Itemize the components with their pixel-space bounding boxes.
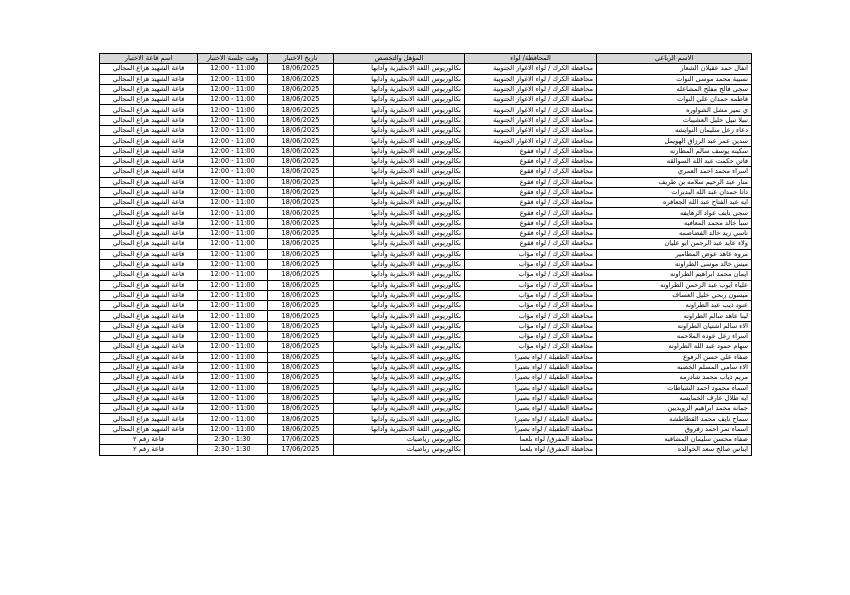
cell-exam-date: 18/06/2025	[268, 105, 334, 115]
cell-qualification: بكالوريوس اللغة الانجليزية وآدابها	[334, 352, 465, 362]
cell-full-name: عنود ذيب عبد الطراونه	[597, 301, 752, 311]
cell-qualification: بكالوريوس اللغة الانجليزية وآدابها	[334, 332, 465, 342]
table-row	[100, 64, 752, 74]
cell-exam-hall: قاعة الشهيد هزاع المجالي	[100, 383, 198, 393]
cell-exam-date: 18/06/2025	[268, 156, 334, 166]
cell-qualification: بكالوريوس اللغة الانجليزية وآدابها	[334, 115, 465, 125]
table-row	[100, 383, 752, 393]
cell-session-time: 11:00 - 12:00	[198, 105, 268, 115]
cell-exam-hall: قاعة الشهيد هزاع المجالي	[100, 167, 198, 177]
cell-exam-date: 18/06/2025	[268, 84, 334, 94]
cell-qualification: بكالوريوس اللغة الانجليزية وآدابها	[334, 239, 465, 249]
cell-exam-date: 18/06/2025	[268, 198, 334, 208]
cell-exam-hall: قاعة الشهيد هزاع المجالي	[100, 404, 198, 414]
cell-session-time: 11:00 - 12:00	[198, 115, 268, 125]
cell-exam-date: 18/06/2025	[268, 259, 334, 269]
header-exam-hall: اسم قاعة الاختبار	[100, 54, 198, 64]
cell-session-time: 1:30 - 2:30	[198, 434, 268, 444]
table-row	[100, 373, 752, 383]
table-row	[100, 229, 752, 239]
cell-qualification: بكالوريوس اللغة الانجليزية وآدابها	[334, 362, 465, 372]
cell-governorate: محافظة الطفيلة / لواء بصيرا	[465, 373, 597, 383]
cell-exam-date: 18/06/2025	[268, 270, 334, 280]
cell-exam-date: 18/06/2025	[268, 321, 334, 331]
cell-exam-date: 18/06/2025	[268, 74, 334, 84]
table-row	[100, 95, 752, 105]
cell-full-name: دعاء زعل سليمان النوايشه	[597, 126, 752, 136]
cell-governorate: محافظة الكرك / لواء مؤاب	[465, 290, 597, 300]
cell-exam-hall: قاعة الشهيد هزاع المجالي	[100, 332, 198, 342]
cell-qualification: بكالوريوس اللغة الانجليزية وآدابها	[334, 342, 465, 352]
table-row	[100, 424, 752, 434]
table-row	[100, 146, 752, 156]
cell-full-name: ايه طلال عارف الخمايسه	[597, 393, 752, 403]
cell-exam-date: 18/06/2025	[268, 136, 334, 146]
cell-governorate: محافظة الكرك / لواء مؤاب	[465, 311, 597, 321]
cell-exam-date: 18/06/2025	[268, 64, 334, 74]
cell-full-name: جمانه محمد ابراهيم الزويديين	[597, 404, 752, 414]
cell-session-time: 11:00 - 12:00	[198, 414, 268, 424]
cell-qualification: بكالوريوس اللغة الانجليزية وآدابها	[334, 105, 465, 115]
cell-governorate: محافظة الكرك / لواء مؤاب	[465, 249, 597, 259]
table-row	[100, 74, 752, 84]
cell-session-time: 11:00 - 12:00	[198, 270, 268, 280]
cell-governorate: محافظة الكرك / لواء فقوع	[465, 198, 597, 208]
cell-full-name: الاء سامي المسلم الخصبه	[597, 362, 752, 372]
cell-exam-date: 18/06/2025	[268, 393, 334, 403]
cell-full-name: منار عبد الرحيم سلامه بن طريف	[597, 177, 752, 187]
cell-exam-hall: قاعة الشهيد هزاع المجالي	[100, 208, 198, 218]
cell-exam-date: 18/06/2025	[268, 424, 334, 434]
table-row	[100, 332, 752, 342]
cell-qualification: بكالوريوس اللغة الانجليزية وآدابها	[334, 414, 465, 424]
cell-session-time: 11:00 - 12:00	[198, 342, 268, 352]
cell-exam-date: 18/06/2025	[268, 187, 334, 197]
table-row	[100, 208, 752, 218]
cell-governorate: محافظة الكرك / لواء فقوع	[465, 239, 597, 249]
cell-exam-date: 18/06/2025	[268, 146, 334, 156]
cell-exam-date: 17/06/2025	[268, 434, 334, 444]
table-row	[100, 126, 752, 136]
cell-qualification: بكالوريوس اللغة الانجليزية وآدابها	[334, 208, 465, 218]
cell-exam-hall: قاعة الشهيد هزاع المجالي	[100, 229, 198, 239]
cell-governorate: محافظة الكرك / لواء الاغوار الجنوبية	[465, 105, 597, 115]
cell-session-time: 11:00 - 12:00	[198, 393, 268, 403]
cell-governorate: محافظة الكرك / لواء مؤاب	[465, 332, 597, 342]
cell-governorate: محافظة الطفيلة / لواء بصيرا	[465, 383, 597, 393]
cell-exam-date: 18/06/2025	[268, 362, 334, 372]
cell-exam-hall: قاعة الشهيد هزاع المجالي	[100, 218, 198, 228]
cell-governorate: محافظة المفرق/ لواء بلعما	[465, 434, 597, 444]
cell-session-time: 11:00 - 12:00	[198, 167, 268, 177]
cell-full-name: سهام حمود عبد الله الطراونه	[597, 342, 752, 352]
cell-exam-hall: قاعة الشهيد هزاع المجالي	[100, 280, 198, 290]
cell-exam-date: 18/06/2025	[268, 167, 334, 177]
cell-governorate: محافظة الكرك / لواء الاغوار الجنوبية	[465, 64, 597, 74]
cell-governorate: محافظة الكرك / لواء فقوع	[465, 167, 597, 177]
cell-qualification: بكالوريوس اللغة الانجليزية وآدابها	[334, 373, 465, 383]
cell-exam-hall: قاعة الشهيد هزاع المجالي	[100, 177, 198, 187]
cell-qualification: بكالوريوس اللغة الانجليزية وآدابها	[334, 136, 465, 146]
cell-exam-hall: قاعة الشهيد هزاع المجالي	[100, 342, 198, 352]
cell-exam-hall: قاعة الشهيد هزاع المجالي	[100, 249, 198, 259]
cell-full-name: ايمان محمد ابراهيم الطراونه	[597, 270, 752, 280]
cell-session-time: 11:00 - 12:00	[198, 311, 268, 321]
cell-qualification: بكالوريوس اللغة الانجليزية وآدابها	[334, 187, 465, 197]
cell-full-name: ميس خالد موسى الطراونه	[597, 259, 752, 269]
cell-qualification: بكالوريوس اللغة الانجليزية وآدابها	[334, 167, 465, 177]
table-row	[100, 187, 752, 197]
cell-exam-hall: قاعة الشهيد هزاع المجالي	[100, 105, 198, 115]
cell-session-time: 11:00 - 12:00	[198, 301, 268, 311]
cell-exam-date: 18/06/2025	[268, 218, 334, 228]
cell-full-name: فاتن حكمت عبد الله السوالقه	[597, 156, 752, 166]
cell-exam-hall: قاعة الشهيد هزاع المجالي	[100, 352, 198, 362]
header-exam-date: تاريخ الاختبار	[268, 54, 334, 64]
header-governorate: المحافظة/ لواء	[465, 54, 597, 64]
cell-exam-date: 18/06/2025	[268, 301, 334, 311]
cell-qualification: بكالوريوس اللغة الانجليزية وآدابها	[334, 270, 465, 280]
table-row	[100, 342, 752, 352]
cell-governorate: محافظة الكرك / لواء مؤاب	[465, 342, 597, 352]
cell-qualification: بكالوريوس اللغة الانجليزية وآدابها	[334, 229, 465, 239]
cell-exam-hall: قاعة الشهيد هزاع المجالي	[100, 311, 198, 321]
cell-full-name: اسراء محمد احمد العمري	[597, 167, 752, 177]
cell-full-name: سدين عمر عبد الرزاق الهويمل	[597, 136, 752, 146]
cell-governorate: محافظة الطفيلة / لواء بصيرا	[465, 393, 597, 403]
cell-governorate: محافظة الكرك / لواء مؤاب	[465, 259, 597, 269]
cell-governorate: محافظة الكرك / لواء الاغوار الجنوبية	[465, 136, 597, 146]
cell-exam-date: 17/06/2025	[268, 445, 334, 455]
cell-session-time: 11:00 - 12:00	[198, 187, 268, 197]
cell-governorate: محافظة الكرك / لواء مؤاب	[465, 301, 597, 311]
cell-qualification: بكالوريوس رياضيات	[334, 445, 465, 455]
header-full-name: الاسم الرباعي	[597, 54, 752, 64]
table-body	[100, 64, 752, 455]
table-row	[100, 115, 752, 125]
cell-governorate: محافظة الكرك / لواء الاغوار الجنوبية	[465, 126, 597, 136]
cell-exam-hall: قاعة الشهيد هزاع المجالي	[100, 321, 198, 331]
table-row	[100, 84, 752, 94]
header-session-time: وقت جلسة الاختبار	[198, 54, 268, 64]
cell-full-name: الاء سالم اشتيان الطراونه	[597, 321, 752, 331]
cell-full-name: ي نمير مشل الشواوره	[597, 105, 752, 115]
cell-full-name: ولاء عايد عبد الرحمن ابو عليان	[597, 239, 752, 249]
table-row	[100, 280, 752, 290]
cell-exam-hall: قاعة رقم ٢	[100, 434, 198, 444]
cell-session-time: 11:00 - 12:00	[198, 362, 268, 372]
cell-governorate: محافظة الكرك / لواء الاغوار الجنوبية	[465, 115, 597, 125]
table-row	[100, 218, 752, 228]
cell-exam-hall: قاعة الشهيد هزاع المجالي	[100, 270, 198, 280]
cell-qualification: بكالوريوس اللغة الانجليزية وآدابها	[334, 424, 465, 434]
cell-full-name: اسراء زعل عوده الملاحمه	[597, 332, 752, 342]
exam-schedule-table	[99, 53, 752, 456]
table-row	[100, 177, 752, 187]
table-row	[100, 445, 752, 455]
cell-exam-date: 18/06/2025	[268, 311, 334, 321]
cell-session-time: 11:00 - 12:00	[198, 424, 268, 434]
cell-session-time: 11:00 - 12:00	[198, 208, 268, 218]
cell-full-name: مروه عاهد عوض المطامير	[597, 249, 752, 259]
cell-session-time: 11:00 - 12:00	[198, 404, 268, 414]
cell-full-name: سماح نايف محمد القطاطشه	[597, 414, 752, 424]
cell-session-time: 11:00 - 12:00	[198, 383, 268, 393]
cell-full-name: سجى فالح مفلح المشاعله	[597, 84, 752, 94]
cell-qualification: بكالوريوس اللغة الانجليزية وآدابها	[334, 84, 465, 94]
table-row	[100, 249, 752, 259]
cell-session-time: 11:00 - 12:00	[198, 332, 268, 342]
cell-session-time: 11:00 - 12:00	[198, 95, 268, 105]
cell-full-name: سكينه يوسف سالم المطارنه	[597, 146, 752, 156]
cell-qualification: بكالوريوس اللغة الانجليزية وآدابها	[334, 259, 465, 269]
cell-full-name: سبأ خالد محمد المعافيه	[597, 218, 752, 228]
cell-full-name: لينا عاهد سالم الطراونه	[597, 311, 752, 321]
cell-full-name: مريم ذياب محمد شادرمه	[597, 373, 752, 383]
cell-governorate: محافظة الكرك / لواء مؤاب	[465, 321, 597, 331]
table-row	[100, 270, 752, 280]
cell-exam-date: 18/06/2025	[268, 332, 334, 342]
cell-full-name: اسماء محمود احمد الشباطات	[597, 383, 752, 393]
cell-exam-hall: قاعة الشهيد هزاع المجالي	[100, 373, 198, 383]
cell-governorate: محافظة الطفيلة / لواء بصيرا	[465, 414, 597, 424]
cell-full-name: فاطمه حمدان علي النوات	[597, 95, 752, 105]
cell-exam-hall: قاعة الشهيد هزاع المجالي	[100, 95, 198, 105]
cell-session-time: 11:00 - 12:00	[198, 84, 268, 94]
cell-qualification: بكالوريوس اللغة الانجليزية وآدابها	[334, 146, 465, 156]
cell-session-time: 11:00 - 12:00	[198, 198, 268, 208]
cell-qualification: بكالوريوس اللغة الانجليزية وآدابها	[334, 126, 465, 136]
cell-governorate: محافظة الكرك / لواء فقوع	[465, 208, 597, 218]
cell-exam-hall: قاعة رقم ٢	[100, 445, 198, 455]
table-row	[100, 156, 752, 166]
cell-exam-hall: قاعة الشهيد هزاع المجالي	[100, 301, 198, 311]
cell-qualification: بكالوريوس اللغة الانجليزية وآدابها	[334, 218, 465, 228]
cell-qualification: بكالوريوس اللغة الانجليزية وآدابها	[334, 280, 465, 290]
cell-exam-hall: قاعة الشهيد هزاع المجالي	[100, 198, 198, 208]
cell-session-time: 11:00 - 12:00	[198, 280, 268, 290]
cell-exam-date: 18/06/2025	[268, 229, 334, 239]
cell-governorate: محافظة الكرك / لواء مؤاب	[465, 270, 597, 280]
cell-exam-hall: قاعة الشهيد هزاع المجالي	[100, 126, 198, 136]
table-row	[100, 352, 752, 362]
cell-governorate: محافظة الكرك / لواء الاغوار الجنوبية	[465, 84, 597, 94]
table-row	[100, 414, 752, 424]
cell-exam-date: 18/06/2025	[268, 373, 334, 383]
cell-exam-hall: قاعة الشهيد هزاع المجالي	[100, 290, 198, 300]
cell-full-name: ايناس صالح سعد الخوالده	[597, 445, 752, 455]
cell-governorate: محافظة الكرك / لواء الاغوار الجنوبية	[465, 74, 597, 84]
cell-full-name: صفاء علي حسن الرفوع	[597, 352, 752, 362]
cell-full-name: صفاء محسن سليمان المشاقبه	[597, 434, 752, 444]
cell-exam-hall: قاعة الشهيد هزاع المجالي	[100, 424, 198, 434]
cell-exam-hall: قاعة الشهيد هزاع المجالي	[100, 156, 198, 166]
cell-session-time: 11:00 - 12:00	[198, 218, 268, 228]
table-row	[100, 362, 752, 372]
cell-qualification: بكالوريوس اللغة الانجليزية وآدابها	[334, 301, 465, 311]
cell-governorate: محافظة المفرق/ لواء بلعما	[465, 445, 597, 455]
table-row	[100, 167, 752, 177]
cell-session-time: 11:00 - 12:00	[198, 74, 268, 84]
cell-session-time: 11:00 - 12:00	[198, 177, 268, 187]
cell-exam-hall: قاعة الشهيد هزاع المجالي	[100, 136, 198, 146]
cell-session-time: 11:00 - 12:00	[198, 321, 268, 331]
cell-qualification: بكالوريوس اللغة الانجليزية وآدابها	[334, 177, 465, 187]
cell-governorate: محافظة الكرك / لواء فقوع	[465, 146, 597, 156]
cell-full-name: سجى نايف عواد الرهايفه	[597, 208, 752, 218]
cell-exam-hall: قاعة الشهيد هزاع المجالي	[100, 115, 198, 125]
table-row	[100, 290, 752, 300]
cell-full-name: نسيبة محمد موسى النوات	[597, 74, 752, 84]
cell-exam-date: 18/06/2025	[268, 126, 334, 136]
cell-qualification: بكالوريوس اللغة الانجليزية وآدابها	[334, 393, 465, 403]
cell-full-name: نبيلا نبيل خليل العشيبات	[597, 115, 752, 125]
cell-qualification: بكالوريوس اللغة الانجليزية وآدابها	[334, 383, 465, 393]
cell-governorate: محافظة الكرك / لواء فقوع	[465, 229, 597, 239]
header-qualification: المؤهل والتخصص	[334, 54, 465, 64]
cell-exam-date: 18/06/2025	[268, 115, 334, 125]
cell-qualification: بكالوريوس اللغة الانجليزية وآدابها	[334, 95, 465, 105]
cell-exam-hall: قاعة الشهيد هزاع المجالي	[100, 362, 198, 372]
cell-qualification: بكالوريوس اللغة الانجليزية وآدابها	[334, 311, 465, 321]
cell-full-name: اسماء نمر احمد زقروق	[597, 424, 752, 434]
table-row	[100, 239, 752, 249]
cell-exam-date: 18/06/2025	[268, 177, 334, 187]
table-row	[100, 311, 752, 321]
cell-governorate: محافظة الكرك / لواء الاغوار الجنوبية	[465, 95, 597, 105]
cell-qualification: بكالوريوس اللغة الانجليزية وآدابها	[334, 198, 465, 208]
cell-governorate: محافظة الطفيلة / لواء بصيرا	[465, 362, 597, 372]
cell-governorate: محافظة الكرك / لواء فقوع	[465, 177, 597, 187]
cell-exam-hall: قاعة الشهيد هزاع المجالي	[100, 187, 198, 197]
cell-session-time: 11:00 - 12:00	[198, 229, 268, 239]
cell-governorate: محافظة الكرك / لواء فقوع	[465, 187, 597, 197]
cell-exam-hall: قاعة الشهيد هزاع المجالي	[100, 259, 198, 269]
cell-exam-date: 18/06/2025	[268, 95, 334, 105]
cell-session-time: 11:00 - 12:00	[198, 146, 268, 156]
cell-qualification: بكالوريوس رياضيات	[334, 434, 465, 444]
cell-exam-date: 18/06/2025	[268, 249, 334, 259]
table-row	[100, 105, 752, 115]
cell-governorate: محافظة الطفيلة / لواء بصيرا	[465, 424, 597, 434]
cell-session-time: 11:00 - 12:00	[198, 352, 268, 362]
cell-exam-date: 18/06/2025	[268, 290, 334, 300]
cell-qualification: بكالوريوس اللغة الانجليزية وآدابها	[334, 74, 465, 84]
cell-exam-hall: قاعة الشهيد هزاع المجالي	[100, 64, 198, 74]
cell-qualification: بكالوريوس اللغة الانجليزية وآدابها	[334, 249, 465, 259]
cell-exam-date: 18/06/2025	[268, 383, 334, 393]
cell-session-time: 11:00 - 12:00	[198, 126, 268, 136]
cell-qualification: بكالوريوس اللغة الانجليزية وآدابها	[334, 64, 465, 74]
cell-full-name: ايه عبد الفتاح عبد الله الجعافره	[597, 198, 752, 208]
cell-qualification: بكالوريوس اللغة الانجليزية وآدابها	[334, 290, 465, 300]
cell-governorate: محافظة الكرك / لواء مؤاب	[465, 280, 597, 290]
cell-session-time: 11:00 - 12:00	[198, 239, 268, 249]
cell-exam-date: 18/06/2025	[268, 404, 334, 414]
cell-qualification: بكالوريوس اللغة الانجليزية وآدابها	[334, 156, 465, 166]
table-row	[100, 136, 752, 146]
header-row	[100, 54, 752, 64]
table-row	[100, 198, 752, 208]
cell-session-time: 11:00 - 12:00	[198, 64, 268, 74]
cell-governorate: محافظة الكرك / لواء فقوع	[465, 218, 597, 228]
cell-full-name: ناسي زيد خالد الفضاصمه	[597, 229, 752, 239]
cell-exam-date: 18/06/2025	[268, 208, 334, 218]
cell-governorate: محافظة الكرك / لواء فقوع	[465, 156, 597, 166]
cell-exam-hall: قاعة الشهيد هزاع المجالي	[100, 84, 198, 94]
cell-session-time: 11:00 - 12:00	[198, 136, 268, 146]
cell-session-time: 11:00 - 12:00	[198, 259, 268, 269]
table-row	[100, 301, 752, 311]
table-row	[100, 393, 752, 403]
cell-full-name: دانا حمدان عبد الله البديرات	[597, 187, 752, 197]
cell-qualification: بكالوريوس اللغة الانجليزية وآدابها	[334, 321, 465, 331]
cell-qualification: بكالوريوس اللغة الانجليزية وآدابها	[334, 404, 465, 414]
cell-session-time: 11:00 - 12:00	[198, 249, 268, 259]
cell-exam-hall: قاعة الشهيد هزاع المجالي	[100, 393, 198, 403]
cell-exam-hall: قاعة الشهيد هزاع المجالي	[100, 74, 198, 84]
cell-full-name: انفال حمد عقيلان الشعار	[597, 64, 752, 74]
table-row	[100, 259, 752, 269]
cell-governorate: محافظة الطفيلة / لواء بصيرا	[465, 352, 597, 362]
cell-session-time: 1:30 - 2:30	[198, 445, 268, 455]
cell-exam-hall: قاعة الشهيد هزاع المجالي	[100, 414, 198, 424]
cell-session-time: 11:00 - 12:00	[198, 373, 268, 383]
table-row	[100, 404, 752, 414]
cell-exam-date: 18/06/2025	[268, 239, 334, 249]
cell-exam-date: 18/06/2025	[268, 414, 334, 424]
table-row	[100, 321, 752, 331]
table-row	[100, 434, 752, 444]
cell-full-name: ميسون ربحي خليل العساف	[597, 290, 752, 300]
cell-exam-date: 18/06/2025	[268, 280, 334, 290]
cell-exam-date: 18/06/2025	[268, 352, 334, 362]
cell-session-time: 11:00 - 12:00	[198, 156, 268, 166]
cell-session-time: 11:00 - 12:00	[198, 290, 268, 300]
cell-full-name: علياء ايوب عبد الرحمن الطراونه	[597, 280, 752, 290]
cell-exam-date: 18/06/2025	[268, 342, 334, 352]
cell-governorate: محافظة الطفيلة / لواء بصيرا	[465, 404, 597, 414]
cell-exam-hall: قاعة الشهيد هزاع المجالي	[100, 146, 198, 156]
cell-exam-hall: قاعة الشهيد هزاع المجالي	[100, 239, 198, 249]
